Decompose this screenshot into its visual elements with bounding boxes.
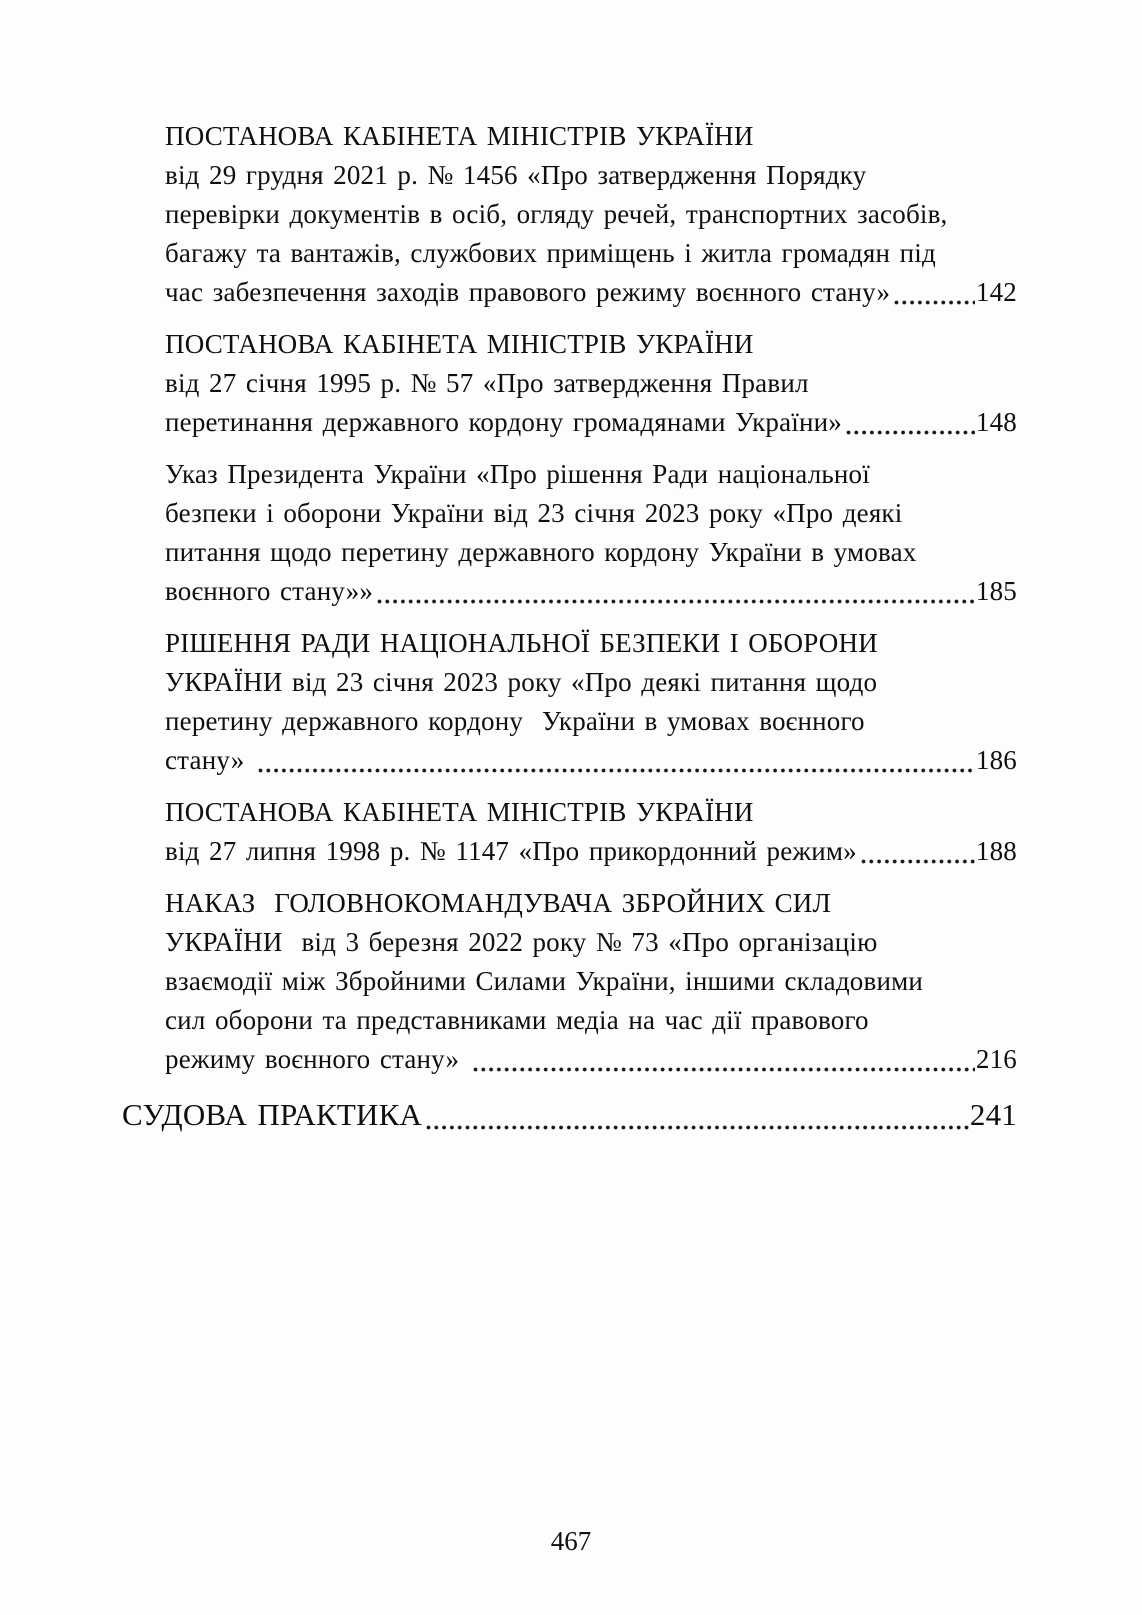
dot-leader: [472, 1066, 975, 1073]
toc-entry-last-line: [165, 832, 1017, 871]
toc-entry-text: час забезпечення заходів правового режиму воєнного стану»: [165, 277, 891, 307]
toc-entry-line: від 27 січня 1995 р. № 57 «Про затвердження Правил: [165, 368, 809, 398]
toc-page-number: 241: [969, 1097, 1017, 1132]
toc-entry: [122, 117, 1017, 312]
toc-page-number: 142: [975, 277, 1017, 307]
dot-leader: [860, 858, 975, 865]
toc-entry-line: УКРАЇНИ від 23 січня 2023 року «Про деякі питання щодо: [165, 667, 878, 697]
toc-entry-text: СУДОВА ПРАКТИКА: [122, 1097, 423, 1132]
toc-entry-text: перетинання державного кордону громадянами України»: [165, 407, 842, 437]
toc-entry: [122, 455, 1017, 611]
table-of-contents: [122, 117, 1017, 1151]
toc-entry-last-line: [165, 572, 1017, 611]
toc-entry-line: ПОСТАНОВА КАБІНЕТА МІНІСТРІВ УКРАЇНИ: [165, 329, 754, 359]
toc-page-number: 186: [975, 745, 1017, 775]
toc-entry: [122, 325, 1017, 442]
toc-entry-line: ПОСТАНОВА КАБІНЕТА МІНІСТРІВ УКРАЇНИ: [165, 797, 754, 827]
toc-entry-line: питання щодо перетину державного кордону України в умовах: [165, 537, 917, 567]
toc-page-number: 188: [975, 836, 1017, 866]
footer-page-number: 467: [550, 1526, 592, 1556]
toc-entry-line: перетину державного кордону України в умовах воєнного: [165, 706, 865, 736]
toc-entry: [122, 793, 1017, 871]
toc-entry-line: взаємодії між Збройними Силами України, іншими складовими: [165, 966, 924, 996]
toc-entry-last-line: [165, 403, 1017, 442]
toc-entry-line: сил оборони та представниками медіа на час дії правового: [165, 1005, 869, 1035]
toc-entry-text: воєнного стану»»: [165, 576, 374, 606]
dot-leader: [425, 1124, 969, 1131]
toc-page-number: 148: [975, 407, 1017, 437]
toc-entry-line: Указ Президента України «Про рішення Ради національної: [165, 459, 870, 489]
toc-entry-line: багажу та вантажів, службових приміщень і житла громадян під: [165, 238, 936, 268]
toc-page-number: 216: [975, 1044, 1017, 1074]
dot-leader: [376, 598, 975, 605]
toc-entry-line: перевірки документів в осіб, огляду речей, транспортних засобів,: [165, 199, 948, 229]
dot-leader: [845, 429, 975, 436]
toc-entry: [122, 884, 1017, 1079]
toc-entry-text: від 27 липня 1998 р. № 1147 «Про прикордонний режим»: [165, 836, 857, 866]
toc-entry: [122, 624, 1017, 780]
toc-entry-line: НАКАЗ ГОЛОВНОКОМАНДУВАЧА ЗБРОЙНИХ СИЛ: [165, 888, 832, 918]
toc-entry-line: безпеки і оборони України від 23 січня 2023 року «Про деякі: [165, 498, 903, 528]
toc-entry-line: РІШЕННЯ РАДИ НАЦІОНАЛЬНОЇ БЕЗПЕКИ І ОБОРОНИ: [165, 628, 878, 658]
toc-entry-line: від 29 грудня 2021 р. № 1456 «Про затвердження Порядку: [165, 160, 867, 190]
dot-leader: [893, 299, 975, 306]
dot-leader: [257, 767, 975, 774]
toc-entry-last-line: [122, 1092, 1017, 1138]
toc-entry-line: ПОСТАНОВА КАБІНЕТА МІНІСТРІВ УКРАЇНИ: [165, 121, 754, 151]
toc-entry-last-line: [165, 273, 1017, 312]
toc-entry-text: режиму воєнного стану»: [165, 1044, 469, 1074]
toc-entry-last-line: [165, 741, 1017, 780]
toc-entry-text: стану»: [165, 745, 254, 775]
toc-entry-line: УКРАЇНИ від 3 березня 2022 року № 73 «Про організацію: [165, 927, 878, 957]
toc-entry-last-line: [165, 1040, 1017, 1079]
toc-entry-sudova-praktyka: [122, 1092, 1017, 1138]
toc-page-number: 185: [975, 576, 1017, 606]
